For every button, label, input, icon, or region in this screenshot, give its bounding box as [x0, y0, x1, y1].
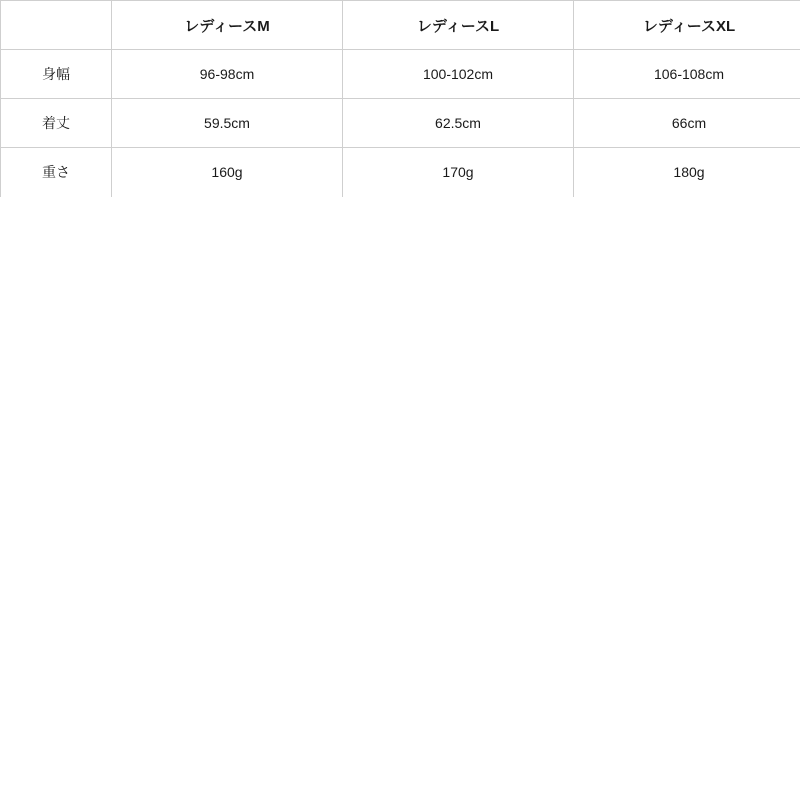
table-header-row [1, 1, 800, 50]
page-blank-area [0, 197, 800, 799]
table-header [1, 1, 800, 50]
row-header-body-width: 身幅 [1, 50, 112, 99]
cell-body-width-xl: 106-108cm [574, 50, 800, 99]
table-corner-cell [1, 1, 112, 50]
cell-body-width-l: 100-102cm [343, 50, 574, 99]
row-header-length: 着丈 [1, 99, 112, 148]
table-row [1, 50, 800, 99]
cell-length-l: 62.5cm [343, 99, 574, 148]
cell-weight-l: 170g [343, 148, 574, 197]
row-header-weight: 重さ [1, 148, 112, 197]
cell-length-xl: 66cm [574, 99, 800, 148]
table-row [1, 99, 800, 148]
size-spec-table [0, 0, 800, 197]
table-row [1, 148, 800, 197]
cell-weight-m: 160g [112, 148, 343, 197]
column-header-ladies-xl: レディースXL [574, 1, 800, 50]
table-body [1, 50, 800, 197]
column-header-ladies-l: レディースL [343, 1, 574, 50]
column-header-ladies-m: レディースM [112, 1, 343, 50]
cell-body-width-m: 96-98cm [112, 50, 343, 99]
cell-length-m: 59.5cm [112, 99, 343, 148]
cell-weight-xl: 180g [574, 148, 800, 197]
